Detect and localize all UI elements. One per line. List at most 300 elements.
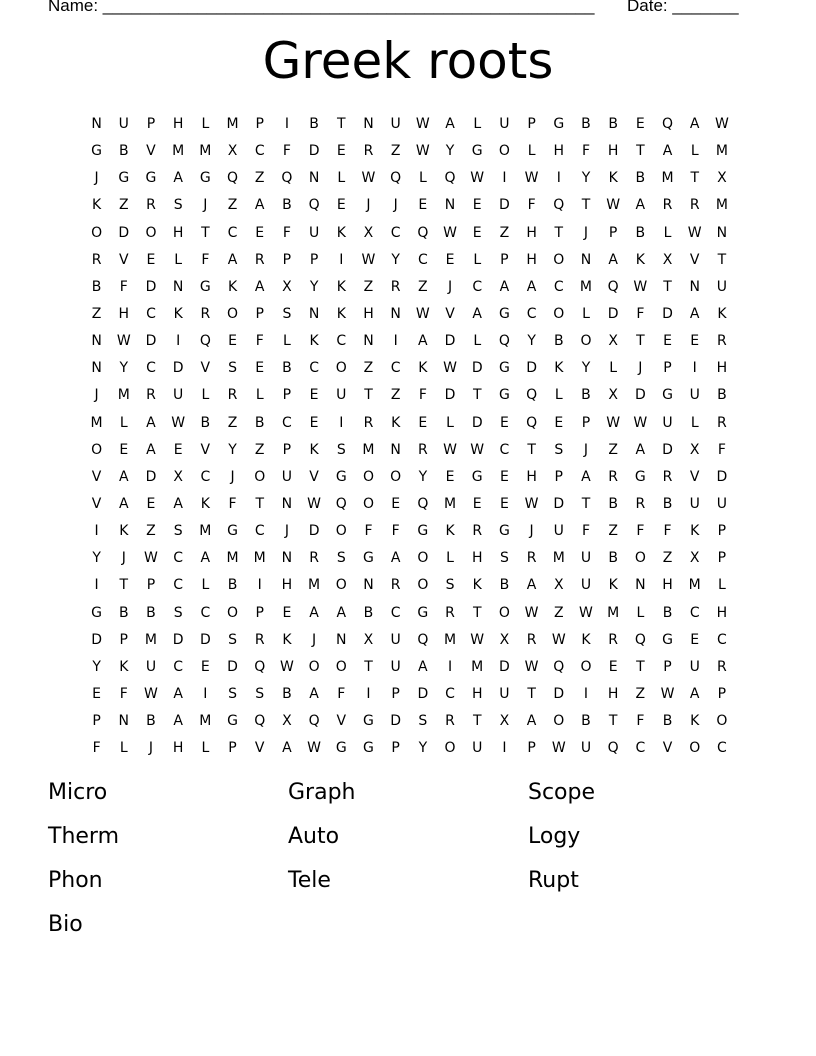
grid-letter: Q: [417, 495, 429, 512]
grid-letter: L: [201, 387, 210, 404]
grid-letter: B: [717, 387, 727, 404]
grid-letter: I: [583, 685, 589, 702]
grid-letter: D: [145, 333, 157, 350]
grid-letter: J: [583, 224, 589, 241]
grid-letter: K: [554, 360, 564, 377]
grid-letter: T: [364, 387, 373, 404]
grid-letter: D: [199, 631, 211, 648]
grid-letter: B: [608, 116, 618, 132]
grid-letter: K: [418, 360, 428, 377]
grid-letter: B: [91, 278, 102, 295]
grid-letter: O: [254, 468, 266, 485]
grid-letter: D: [417, 685, 429, 702]
grid-letter: I: [502, 170, 507, 187]
grid-row: [83, 331, 736, 358]
grid-letter: R: [146, 387, 156, 404]
grid-row: [83, 223, 736, 250]
grid-letter: H: [526, 251, 537, 268]
grid-letter: N: [635, 577, 646, 594]
grid-letter: G: [227, 713, 238, 730]
grid-letter: W: [144, 685, 158, 702]
word-list-item: Auto: [288, 824, 340, 849]
grid-letter: P: [608, 224, 618, 241]
grid-letter: L: [554, 387, 563, 404]
grid-letter: E: [255, 224, 265, 241]
grid-letter: L: [119, 740, 128, 757]
grid-letter: R: [445, 604, 455, 621]
grid-letter: I: [692, 360, 697, 377]
grid-letter: W: [687, 224, 702, 241]
grid-letter: V: [91, 468, 102, 485]
grid-letter: K: [336, 278, 346, 295]
grid-letter: P: [717, 550, 727, 567]
grid-letter: C: [390, 604, 401, 621]
grid-letter: O: [145, 224, 157, 241]
grid-letter: M: [607, 604, 620, 621]
grid-letter: Y: [92, 550, 101, 567]
grid-letter: A: [227, 251, 238, 268]
grid-letter: S: [228, 685, 237, 702]
grid-letter: M: [199, 713, 212, 730]
grid-letter: X: [282, 713, 292, 730]
grid-letter: J: [529, 523, 534, 540]
grid-letter: S: [336, 441, 346, 458]
grid-letter: C: [717, 631, 727, 648]
grid-letter: G: [145, 170, 157, 187]
grid-letter: E: [173, 441, 183, 458]
grid-letter: X: [689, 550, 700, 567]
grid-letter: Q: [553, 658, 565, 675]
grid-letter: A: [173, 713, 183, 730]
grid-letter: W: [524, 604, 539, 621]
grid-letter: M: [471, 658, 484, 675]
grid-letter: F: [364, 523, 373, 540]
grid-letter: D: [634, 387, 646, 404]
grid-letter: B: [662, 495, 673, 512]
grid-row: [83, 413, 736, 440]
grid-letter: W: [144, 550, 158, 567]
grid-letter: G: [199, 278, 211, 295]
grid-letter: T: [717, 251, 727, 268]
grid-letter: U: [689, 387, 700, 404]
grid-letter: O: [417, 550, 429, 567]
grid-letter: F: [201, 251, 210, 268]
grid-letter: V: [200, 360, 211, 377]
page-title: Greek roots: [262, 32, 554, 90]
grid-letter: C: [254, 523, 265, 540]
grid-letter: D: [118, 224, 130, 241]
grid-letter: X: [662, 251, 673, 268]
grid-letter: S: [445, 577, 455, 594]
grid-row: [83, 385, 736, 412]
grid-letter: P: [391, 740, 400, 757]
grid-row: [83, 467, 736, 494]
grid-letter: O: [553, 251, 565, 268]
grid-letter: L: [337, 170, 346, 187]
date-field[interactable]: Date: _______: [627, 0, 739, 15]
grid-letter: B: [581, 713, 591, 730]
grid-letter: C: [146, 360, 156, 377]
grid-letter: R: [717, 658, 727, 675]
grid-letter: Y: [581, 170, 591, 187]
grid-letter: A: [118, 468, 129, 485]
grid-letter: M: [688, 577, 701, 594]
grid-letter: H: [172, 116, 184, 132]
grid-letter: D: [444, 387, 456, 404]
grid-letter: A: [118, 495, 129, 512]
grid-letter: B: [227, 577, 238, 594]
grid-letter: O: [227, 604, 239, 621]
grid-letter: M: [661, 170, 674, 187]
grid-letter: H: [281, 577, 293, 594]
grid-letter: C: [282, 414, 292, 431]
grid-letter: K: [119, 523, 129, 540]
grid-letter: N: [689, 278, 700, 295]
name-field[interactable]: Name: ____________________________________________________: [48, 0, 595, 15]
grid-letter: Z: [635, 685, 646, 702]
grid-letter: T: [119, 577, 129, 594]
grid-letter: F: [282, 224, 291, 241]
grid-letter: W: [551, 631, 566, 648]
grid-letter: F: [119, 278, 128, 295]
grid-letter: L: [418, 170, 427, 187]
grid-letter: C: [227, 224, 238, 241]
grid-letter: R: [390, 278, 401, 295]
grid-letter: W: [171, 414, 186, 431]
grid-letter: O: [91, 441, 103, 458]
grid-letter: A: [309, 604, 319, 621]
grid-letter: M: [579, 278, 593, 295]
grid-letter: Z: [91, 305, 102, 322]
grid-letter: P: [527, 740, 536, 757]
grid-letter: Y: [309, 278, 319, 295]
word-list-item: Graph: [288, 780, 356, 805]
grid-letter: D: [662, 441, 673, 458]
grid-letter: D: [471, 360, 483, 377]
grid-letter: I: [447, 658, 453, 675]
grid-letter: B: [309, 116, 319, 132]
grid-letter: D: [172, 360, 184, 377]
grid-letter: R: [363, 143, 374, 160]
grid-row: [83, 711, 736, 738]
grid-letter: G: [363, 713, 374, 730]
grid-letter: K: [173, 305, 183, 322]
grid-letter: O: [498, 604, 510, 621]
grid-letter: M: [552, 550, 565, 567]
grid-letter: N: [91, 116, 102, 132]
grid-letter: H: [662, 577, 673, 594]
grid-letter: C: [417, 251, 428, 268]
grid-letter: E: [146, 495, 156, 512]
grid-letter: W: [470, 441, 485, 458]
grid-letter: Q: [662, 116, 674, 132]
grid-letter: R: [200, 305, 211, 322]
grid-letter: B: [581, 116, 591, 132]
grid-letter: R: [526, 550, 537, 567]
grid-letter: B: [553, 333, 564, 350]
grid-letter: N: [91, 360, 102, 377]
grid-letter: R: [417, 441, 428, 458]
grid-letter: J: [583, 441, 589, 458]
grid-letter: R: [662, 197, 673, 214]
grid-letter: A: [418, 658, 428, 675]
grid-letter: C: [717, 740, 727, 757]
grid-letter: C: [390, 360, 401, 377]
grid-letter: Z: [146, 523, 156, 540]
grid-letter: C: [553, 278, 564, 295]
grid-letter: D: [444, 333, 456, 350]
grid-letter: C: [689, 604, 700, 621]
grid-letter: P: [663, 658, 672, 675]
grid-letter: O: [390, 468, 402, 485]
grid-letter: R: [390, 577, 401, 594]
grid-row: [83, 358, 736, 385]
grid-letter: I: [339, 251, 344, 268]
grid-letter: J: [148, 740, 154, 757]
grid-letter: F: [663, 523, 672, 540]
grid-letter: K: [391, 414, 401, 431]
grid-letter: E: [499, 414, 509, 431]
grid-row: [83, 114, 736, 141]
grid-letter: B: [118, 604, 129, 621]
grid-letter: T: [527, 441, 536, 458]
grid-letter: U: [308, 224, 320, 241]
grid-letter: Q: [526, 414, 538, 431]
grid-letter: D: [553, 495, 565, 512]
grid-letter: B: [635, 224, 646, 241]
grid-letter: Z: [390, 387, 401, 404]
grid-letter: R: [227, 387, 238, 404]
grid-letter: S: [282, 305, 292, 322]
grid-letter: D: [607, 305, 619, 322]
grid-letter: B: [363, 604, 374, 621]
grid-letter: F: [636, 305, 645, 322]
grid-letter: E: [472, 197, 482, 214]
grid-letter: T: [337, 116, 346, 132]
grid-letter: U: [336, 387, 347, 404]
grid-letter: N: [363, 577, 374, 594]
grid-letter: M: [362, 441, 375, 458]
grid-letter: I: [94, 523, 99, 540]
grid-letter: Z: [499, 224, 510, 241]
grid-letter: Y: [445, 143, 455, 160]
grid-row: [83, 168, 736, 195]
grid-letter: H: [118, 305, 130, 322]
grid-letter: C: [390, 224, 401, 241]
grid-letter: H: [716, 360, 728, 377]
grid-letter: E: [635, 116, 645, 132]
grid-letter: D: [145, 278, 157, 295]
grid-letter: N: [308, 170, 320, 187]
grid-letter: R: [363, 414, 374, 431]
grid-letter: Q: [227, 170, 239, 187]
grid-letter: T: [636, 333, 645, 350]
grid-letter: Q: [199, 333, 211, 350]
grid-letter: B: [608, 495, 618, 512]
grid-letter: E: [690, 631, 700, 648]
grid-letter: U: [472, 740, 483, 757]
grid-letter: V: [689, 468, 700, 485]
grid-letter: N: [308, 305, 320, 322]
grid-letter: I: [94, 577, 99, 594]
grid-letter: Q: [308, 197, 320, 214]
grid-letter: R: [526, 631, 537, 648]
grid-letter: S: [228, 360, 237, 377]
grid-letter: P: [282, 441, 292, 458]
grid-letter: W: [307, 740, 322, 757]
grid-letter: U: [281, 468, 293, 485]
grid-letter: Y: [418, 468, 428, 485]
grid-letter: Z: [363, 278, 374, 295]
grid-letter: L: [255, 387, 264, 404]
grid-letter: P: [717, 685, 727, 702]
grid-letter: G: [91, 143, 103, 160]
grid-letter: N: [172, 278, 184, 295]
grid-letter: V: [662, 740, 673, 757]
grid-letter: X: [227, 143, 238, 160]
grid-letter: E: [282, 604, 292, 621]
grid-letter: A: [526, 713, 537, 730]
grid-letter: X: [689, 441, 700, 458]
grid-letter: B: [282, 197, 292, 214]
grid-letter: S: [173, 523, 183, 540]
grid-letter: W: [579, 604, 593, 621]
grid-letter: I: [393, 333, 398, 350]
grid-letter: P: [581, 414, 591, 431]
grid-letter: N: [336, 631, 347, 648]
grid-letter: A: [200, 550, 211, 567]
grid-letter: W: [470, 631, 485, 648]
grid-letter: A: [254, 278, 265, 295]
grid-row: [83, 738, 736, 765]
grid-letter: G: [498, 360, 510, 377]
grid-letter: E: [608, 658, 618, 675]
grid-letter: T: [201, 224, 210, 241]
grid-row: [83, 195, 736, 222]
grid-letter: B: [282, 360, 292, 377]
grid-letter: L: [119, 414, 128, 431]
grid-letter: A: [581, 468, 591, 485]
grid-letter: T: [690, 170, 699, 187]
grid-letter: P: [92, 713, 101, 730]
grid-letter: H: [471, 550, 483, 567]
grid-letter: E: [499, 495, 509, 512]
grid-letter: M: [226, 116, 239, 132]
grid-letter: T: [636, 143, 645, 160]
grid-letter: W: [524, 495, 539, 512]
grid-letter: F: [636, 523, 645, 540]
grid-letter: B: [254, 414, 265, 431]
grid-row: [83, 250, 736, 277]
grid-letter: O: [91, 224, 103, 241]
grid-letter: B: [499, 577, 510, 594]
grid-letter: N: [444, 197, 456, 214]
grid-letter: D: [526, 360, 537, 377]
grid-letter: L: [663, 224, 672, 241]
grid-letter: A: [390, 550, 401, 567]
grid-letter: Q: [308, 713, 320, 730]
grid-letter: H: [526, 468, 537, 485]
grid-letter: S: [255, 685, 265, 702]
grid-letter: Q: [526, 387, 538, 404]
grid-letter: G: [471, 143, 483, 160]
grid-letter: N: [91, 333, 102, 350]
grid-row: [83, 575, 736, 602]
grid-letter: E: [472, 224, 482, 241]
grid-letter: F: [581, 523, 590, 540]
grid-letter: E: [336, 143, 346, 160]
grid-letter: D: [91, 631, 102, 648]
grid-letter: L: [527, 143, 536, 160]
grid-letter: Q: [390, 170, 402, 187]
grid-letter: A: [445, 116, 455, 132]
grid-letter: R: [635, 495, 646, 512]
grid-letter: M: [715, 197, 728, 214]
grid-letter: O: [308, 658, 320, 675]
grid-letter: W: [415, 305, 430, 322]
grid-letter: M: [90, 414, 103, 431]
grid-letter: K: [282, 631, 292, 648]
grid-letter: L: [201, 577, 210, 594]
grid-letter: U: [390, 631, 401, 648]
grid-letter: O: [335, 360, 347, 377]
grid-letter: I: [284, 116, 289, 132]
grid-letter: E: [309, 387, 319, 404]
grid-letter: Y: [581, 360, 591, 377]
grid-letter: R: [309, 550, 319, 567]
grid-letter: O: [553, 305, 565, 322]
grid-letter: M: [199, 523, 212, 540]
grid-letter: U: [173, 387, 184, 404]
grid-letter: U: [689, 495, 700, 512]
grid-letter: J: [203, 197, 208, 214]
grid-letter: M: [199, 143, 212, 160]
grid-letter: I: [556, 170, 561, 187]
grid-letter: G: [417, 523, 429, 540]
grid-letter: Q: [254, 713, 266, 730]
grid-letter: F: [337, 685, 346, 702]
grid-row: [83, 603, 736, 630]
grid-letter: P: [391, 685, 400, 702]
grid-letter: G: [662, 387, 673, 404]
grid-letter: O: [580, 333, 592, 350]
grid-letter: E: [445, 251, 455, 268]
grid-letter: Z: [608, 523, 618, 540]
grid-letter: F: [418, 387, 427, 404]
grid-letter: A: [635, 197, 646, 214]
grid-letter: K: [309, 333, 319, 350]
grid-letter: W: [470, 170, 485, 187]
grid-letter: H: [607, 685, 619, 702]
grid-letter: C: [200, 468, 211, 485]
grid-letter: Z: [662, 550, 673, 567]
grid-letter: U: [553, 523, 564, 540]
grid-letter: R: [254, 251, 265, 268]
grid-letter: Q: [634, 631, 646, 648]
grid-letter: C: [309, 360, 319, 377]
grid-letter: M: [226, 550, 239, 567]
grid-letter: Y: [119, 360, 129, 377]
grid-letter: N: [281, 495, 293, 512]
grid-letter: R: [717, 414, 727, 431]
grid-letter: W: [633, 414, 648, 431]
word-list-item: Logy: [528, 824, 581, 849]
grid-letter: K: [608, 170, 618, 187]
grid-letter: G: [634, 468, 646, 485]
grid-letter: F: [228, 495, 237, 512]
grid-letter: P: [663, 360, 672, 377]
grid-letter: T: [554, 224, 564, 241]
